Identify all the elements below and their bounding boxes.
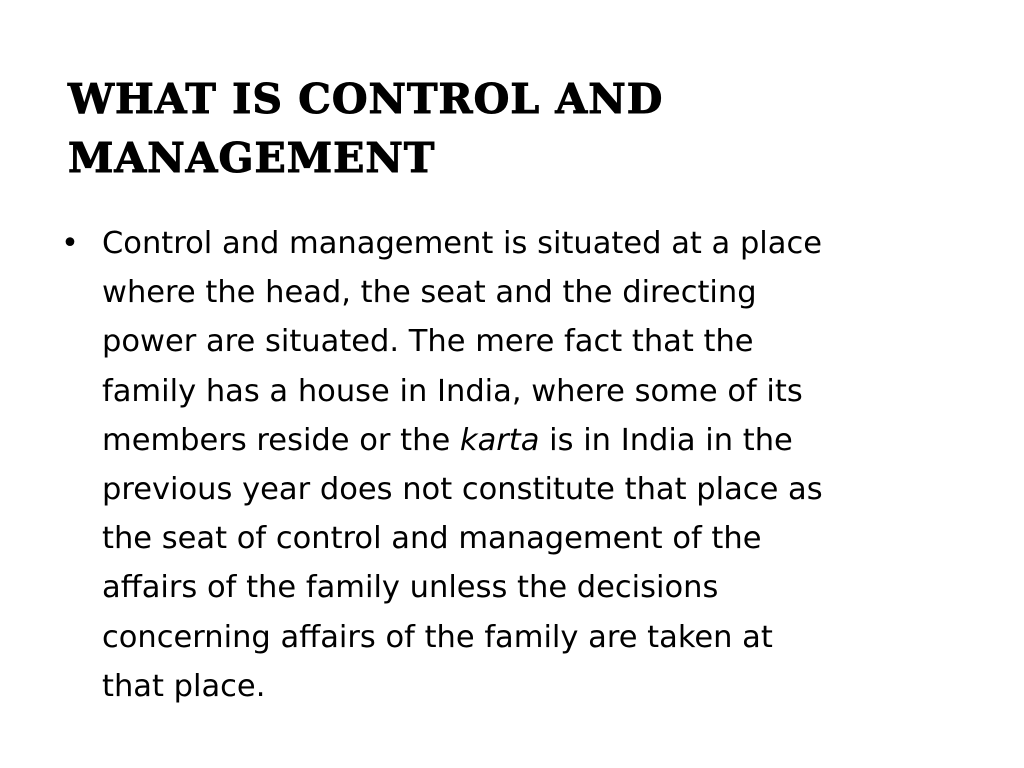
bullet-text-line [102,416,980,465]
bullet-text-line: concerning affairs of the family are taken at [102,619,773,655]
bullet-text-line: where the head, the seat and the directing [102,275,757,311]
slide-title [68,70,948,188]
italic-term-karta: karta [459,422,540,458]
bullet-text-line: that place. [102,668,266,704]
bullet-text-segment: members reside or the [102,422,460,458]
bullet-text-line: power are situated. The mere fact that the [102,324,754,360]
bullet-text-line: affairs of the family unless the decisions [102,570,719,606]
slide-title-line: WHAT IS CONTROL AND [68,75,664,123]
bullet-text-line: previous year does not constitute that place as [102,472,823,508]
bullet-text-line: Control and management is situated at a place [102,226,822,261]
bullet-item [60,219,980,711]
bullet-dot-icon: • [61,226,79,261]
bullet-list [60,219,980,711]
bullet-text-line: family has a house in India, where some of its [102,373,803,409]
bullet-text-line: the seat of control and management of the [102,521,762,557]
bullet-text-segment: is in India in the [539,422,793,458]
slide-title-line: MANAGEMENT [68,134,436,182]
